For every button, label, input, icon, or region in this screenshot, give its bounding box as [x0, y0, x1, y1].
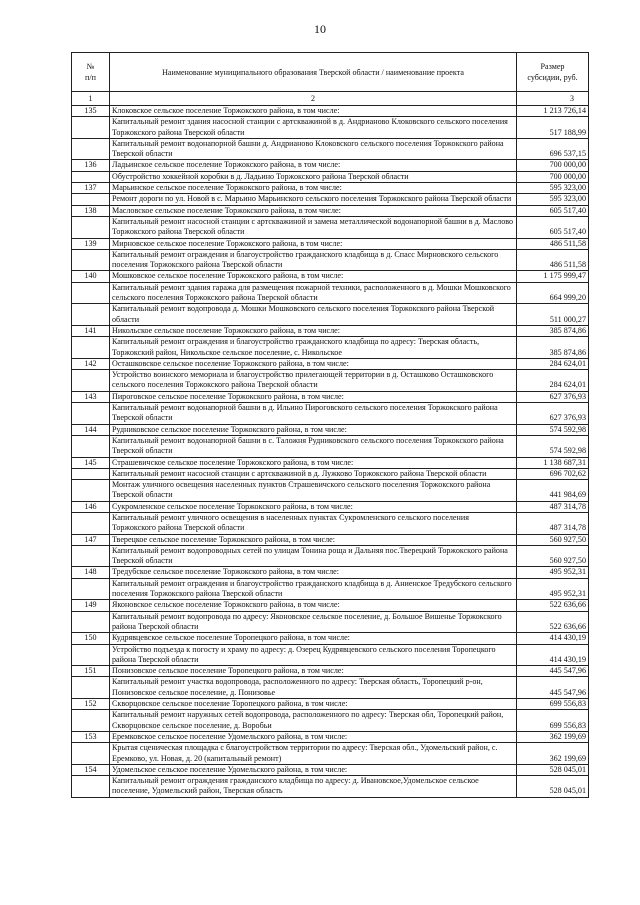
municipality-name: Тредубское сельское поселение Торжокского района, в том числе:	[110, 567, 517, 578]
subsidy-amount: 362 199,69	[517, 731, 589, 742]
header-row	[72, 53, 589, 92]
municipality-name: Понизовское сельское поселение Торопецкого района, в том числе:	[110, 666, 517, 677]
row-number	[72, 611, 110, 633]
row-number: 154	[72, 764, 110, 775]
subsidy-amount: 495 952,31	[517, 578, 589, 600]
row-number	[72, 403, 110, 425]
row-number: 149	[72, 600, 110, 611]
header-amount: Размер субсидии, руб.	[517, 53, 589, 92]
row-number: 139	[72, 238, 110, 249]
row-number	[72, 776, 110, 798]
project-name: Капитальный ремонт водопровода по адресу: Яконовское сельское поселение, д. Большое Вишенье Торжокского района Тверской области	[110, 611, 517, 633]
subsidy-amount: 385 874,86	[517, 337, 589, 359]
subsidy-amount: 511 000,27	[517, 304, 589, 326]
subsidy-amount: 627 376,93	[517, 403, 589, 425]
project-name: Капитальный ремонт ограждения и благоустройство гражданского кладбища в д. Аниенское Тредубского сельского поселения Торжокского района Тверской области	[110, 578, 517, 600]
municipality-name: Страшевичское сельское поселение Торжокского района, в том числе:	[110, 457, 517, 468]
project-row	[72, 138, 589, 160]
subsidy-amount: 1 138 687,31	[517, 457, 589, 468]
header-name: Наименование муниципального образования Тверской области / наименование проекта	[110, 53, 517, 92]
municipality-name: Тверецкое сельское поселение Торжокского района, в том числе:	[110, 534, 517, 545]
row-number: 140	[72, 271, 110, 282]
project-name: Капитальный ремонт водопроводных сетей по улицам Тонина роща и Дальняя пос.Тверецкий Торжокского района Тверской области	[110, 545, 517, 567]
municipality-name: Сукромленское сельское поселение Торжокского района, в том числе:	[110, 501, 517, 512]
project-name: Капитальный ремонт насосной станции с артскважиной и замена металлической водонапорной башни в д. Маслово Торжокского района Тверской области	[110, 216, 517, 238]
project-row	[72, 370, 589, 392]
project-name: Ремонт дороги по ул. Новой в с. Марьино Марьинского сельского поселения Торжокского района Тверской области	[110, 194, 517, 205]
municipality-name: Кудрявцевское сельское поселение Торопецкого района, в том числе:	[110, 633, 517, 644]
municipality-row	[72, 534, 589, 545]
project-row	[72, 677, 589, 699]
municipality-row	[72, 183, 589, 194]
municipality-name: Удомельское сельское поселение Удомельского района, в том числе:	[110, 764, 517, 775]
municipality-name: Пироговское сельское поселение Торжокского района, в том числе:	[110, 391, 517, 402]
subsidy-amount: 414 430,19	[517, 644, 589, 666]
subsidy-table	[71, 52, 589, 798]
row-number: 153	[72, 731, 110, 742]
row-number: 136	[72, 160, 110, 171]
project-name: Капитальный ремонт участка водопровода, расположенного по адресу: Тверская область, Торопецкий р-он, Понизовское сельское поселение, д. Понизовье	[110, 677, 517, 699]
subsidy-amount: 284 624,01	[517, 370, 589, 392]
subsidy-amount: 574 592,98	[517, 424, 589, 435]
subsidy-amount: 487 314,78	[517, 501, 589, 512]
column-index-row	[72, 92, 589, 106]
project-row	[72, 512, 589, 534]
subsidy-amount: 700 000,00	[517, 171, 589, 182]
subsidy-amount: 696 702,62	[517, 468, 589, 479]
row-number: 145	[72, 457, 110, 468]
row-number	[72, 216, 110, 238]
municipality-row	[72, 699, 589, 710]
project-row	[72, 282, 589, 304]
row-number: 138	[72, 205, 110, 216]
subsidy-amount: 605 517,40	[517, 216, 589, 238]
subsidy-amount: 528 045,01	[517, 764, 589, 775]
row-number	[72, 578, 110, 600]
municipality-row	[72, 325, 589, 336]
row-number	[72, 304, 110, 326]
project-row	[72, 171, 589, 182]
municipality-name: Марьинское сельское поселение Торжокского района, в том числе:	[110, 183, 517, 194]
subsidy-amount: 700 000,00	[517, 160, 589, 171]
subsidy-amount: 522 636,66	[517, 600, 589, 611]
municipality-row	[72, 501, 589, 512]
row-number	[72, 512, 110, 534]
subsidy-amount: 1 175 999,47	[517, 271, 589, 282]
project-name: Капитальный ремонт водопровода д. Мошки Мошковского сельского поселения Торжокского района Тверской области	[110, 304, 517, 326]
project-name: Капитальный ремонт водонапорной башни д. Андрианово Клоковского сельского поселения Торжокского района Тверской области	[110, 138, 517, 160]
project-row	[72, 578, 589, 600]
municipality-row	[72, 764, 589, 775]
project-row	[72, 545, 589, 567]
row-number: 141	[72, 325, 110, 336]
municipality-row	[72, 271, 589, 282]
subsidy-amount: 528 045,01	[517, 776, 589, 798]
row-number: 135	[72, 106, 110, 117]
municipality-name: Мирновское сельское поселение Торжокского района, в том числе:	[110, 238, 517, 249]
project-row	[72, 710, 589, 732]
subsidy-amount: 699 556,83	[517, 710, 589, 732]
municipality-row	[72, 567, 589, 578]
project-row	[72, 435, 589, 457]
project-name: Капитальный ремонт насосной станции с артскважиной в д. Лужково Торжокского района Тверской области	[110, 468, 517, 479]
row-number	[72, 545, 110, 567]
page-number: 10	[314, 22, 326, 36]
header-number: № п/п	[72, 53, 110, 92]
project-name: Устройство воинского мемориала и благоустройство прилегающей территории в д. Осташково Осташковского сельского поселения Торжокского района Тверской области	[110, 370, 517, 392]
municipality-name: Еремковское сельское поселение Удомельского района, в том числе:	[110, 731, 517, 742]
row-number	[72, 468, 110, 479]
project-row	[72, 480, 589, 502]
row-number: 152	[72, 699, 110, 710]
row-number: 147	[72, 534, 110, 545]
subsidy-amount: 522 636,66	[517, 611, 589, 633]
column-index: 2	[110, 92, 517, 106]
municipality-row	[72, 666, 589, 677]
row-number	[72, 480, 110, 502]
project-name: Капитальный ремонт здания гаража для размещения пожарной техники, расположенного в д. Мошки Мошковского сельского поселения Торжокского района Тверской области	[110, 282, 517, 304]
row-number: 150	[72, 633, 110, 644]
municipality-row	[72, 391, 589, 402]
project-row	[72, 403, 589, 425]
project-name: Крытая сценическая площадка с благоустройством территории по адресу: Тверская обл., Удомельский район, с. Еремково, ул. Новая, д. 20 (капитальный ремонт)	[110, 743, 517, 765]
column-index: 3	[517, 92, 589, 106]
project-row	[72, 776, 589, 798]
project-row	[72, 249, 589, 271]
subsidy-amount: 1 213 726,14	[517, 106, 589, 117]
municipality-row	[72, 731, 589, 742]
municipality-name: Ладьинское сельское поселение Торжокского района, в том числе:	[110, 160, 517, 171]
municipality-name: Клоковское сельское поселение Торжокского района, в том числе:	[110, 106, 517, 117]
subsidy-amount: 595 323,00	[517, 183, 589, 194]
row-number	[72, 337, 110, 359]
subsidy-amount: 486 511,58	[517, 249, 589, 271]
municipality-row	[72, 424, 589, 435]
row-number	[72, 743, 110, 765]
subsidy-amount: 487 314,78	[517, 512, 589, 534]
row-number: 146	[72, 501, 110, 512]
row-number	[72, 370, 110, 392]
municipality-name: Мошковское сельское поселение Торжокского района, в том числе:	[110, 271, 517, 282]
subsidy-amount: 605 517,40	[517, 205, 589, 216]
project-name: Капитальный ремонт водонапорной башни в д. Ильино Пироговского сельского поселения Торжокского района Тверской области	[110, 403, 517, 425]
municipality-name: Осташковское сельское поселение Торжокского района, в том числе:	[110, 358, 517, 369]
row-number: 151	[72, 666, 110, 677]
project-row	[72, 216, 589, 238]
row-number	[72, 249, 110, 271]
project-name: Монтаж уличного освещения населенных пунктов Страшевичского сельского поселения Торжокского района Тверской области	[110, 480, 517, 502]
project-row	[72, 611, 589, 633]
project-row	[72, 644, 589, 666]
row-number	[72, 282, 110, 304]
project-name: Капитальный ремонт наружных сетей водопровода, расположенного по адресу: Тверская обл, Торопецкий район, Скворцовское сельское поселение, д. Воробьи	[110, 710, 517, 732]
row-number	[72, 435, 110, 457]
subsidy-amount: 414 430,19	[517, 633, 589, 644]
subsidy-amount: 574 592,98	[517, 435, 589, 457]
subsidy-amount: 441 984,69	[517, 480, 589, 502]
municipality-row	[72, 633, 589, 644]
project-row	[72, 337, 589, 359]
municipality-name: Яконовское сельское поселение Торжокского района, в том числе:	[110, 600, 517, 611]
subsidy-amount: 362 199,69	[517, 743, 589, 765]
municipality-row	[72, 238, 589, 249]
row-number: 142	[72, 358, 110, 369]
column-index: 1	[72, 92, 110, 106]
subsidy-amount: 517 188,99	[517, 117, 589, 139]
municipality-row	[72, 205, 589, 216]
project-name: Капитальный ремонт здания насосной станции с артскважиной в д. Андрианово Клоковского сельского поселения Торжокского района Тверской области	[110, 117, 517, 139]
project-name: Капитальный ремонт ограждения и благоустройство гражданского кладбища по адресу: Тверская область, Торжокский район, Никольское сельское поселение, с. Никольское	[110, 337, 517, 359]
row-number: 143	[72, 391, 110, 402]
project-name: Устройство подъезда к погосту и храму по адресу: д. Озерец Кудрявцевского сельского поселения Торопецкого района Тверской области	[110, 644, 517, 666]
row-number: 144	[72, 424, 110, 435]
row-number	[72, 117, 110, 139]
row-number: 148	[72, 567, 110, 578]
row-number	[72, 171, 110, 182]
project-row	[72, 117, 589, 139]
row-number	[72, 677, 110, 699]
subsidy-amount: 385 874,86	[517, 325, 589, 336]
project-name: Капитальный ремонт уличного освещения в населенных пунктах Сукромленского сельского поселения Торжокского района Тверской области	[110, 512, 517, 534]
row-number	[72, 710, 110, 732]
subsidy-amount: 664 999,20	[517, 282, 589, 304]
row-number	[72, 644, 110, 666]
subsidy-amount: 486 511,58	[517, 238, 589, 249]
municipality-row	[72, 457, 589, 468]
project-name: Капитальный ремонт ограждения и благоустройство гражданского кладбища в д. Спасс Мирновского сельского поселения Торжокского района Тверской области	[110, 249, 517, 271]
row-number	[72, 138, 110, 160]
municipality-row	[72, 106, 589, 117]
municipality-row	[72, 358, 589, 369]
municipality-row	[72, 600, 589, 611]
project-name: Капитальный ремонт водонапорной башни в с. Таложня Рудниковского сельского поселения Торжокского района Тверской области	[110, 435, 517, 457]
row-number: 137	[72, 183, 110, 194]
subsidy-amount: 445 547,96	[517, 677, 589, 699]
municipality-name: Никольское сельское поселение Торжокского района, в том числе:	[110, 325, 517, 336]
project-row	[72, 304, 589, 326]
subsidy-amount: 560 927,50	[517, 545, 589, 567]
row-number	[72, 194, 110, 205]
project-row	[72, 743, 589, 765]
subsidy-amount: 699 556,83	[517, 699, 589, 710]
project-name: Капитальный ремонт ограждения гражданского кладбища по адресу: д. Ивановское,Удомельское сельское поселение, Удомельский район, Тверская область	[110, 776, 517, 798]
subsidy-amount: 696 537,15	[517, 138, 589, 160]
project-row	[72, 468, 589, 479]
subsidy-amount: 595 323,00	[517, 194, 589, 205]
subsidy-amount: 627 376,93	[517, 391, 589, 402]
subsidy-amount: 495 952,31	[517, 567, 589, 578]
project-name: Обустройство хоккейной коробки в д. Ладьино Торжокского района Тверской области	[110, 171, 517, 182]
subsidy-amount: 284 624,01	[517, 358, 589, 369]
subsidy-amount: 560 927,50	[517, 534, 589, 545]
municipality-row	[72, 160, 589, 171]
municipality-name: Масловское сельское поселение Торжокского района, в том числе:	[110, 205, 517, 216]
municipality-name: Скворцовское сельское поселение Торопецкого района, в том числе:	[110, 699, 517, 710]
project-row	[72, 194, 589, 205]
municipality-name: Рудниковское сельское поселение Торжокского района, в том числе:	[110, 424, 517, 435]
subsidy-amount: 445 547,96	[517, 666, 589, 677]
